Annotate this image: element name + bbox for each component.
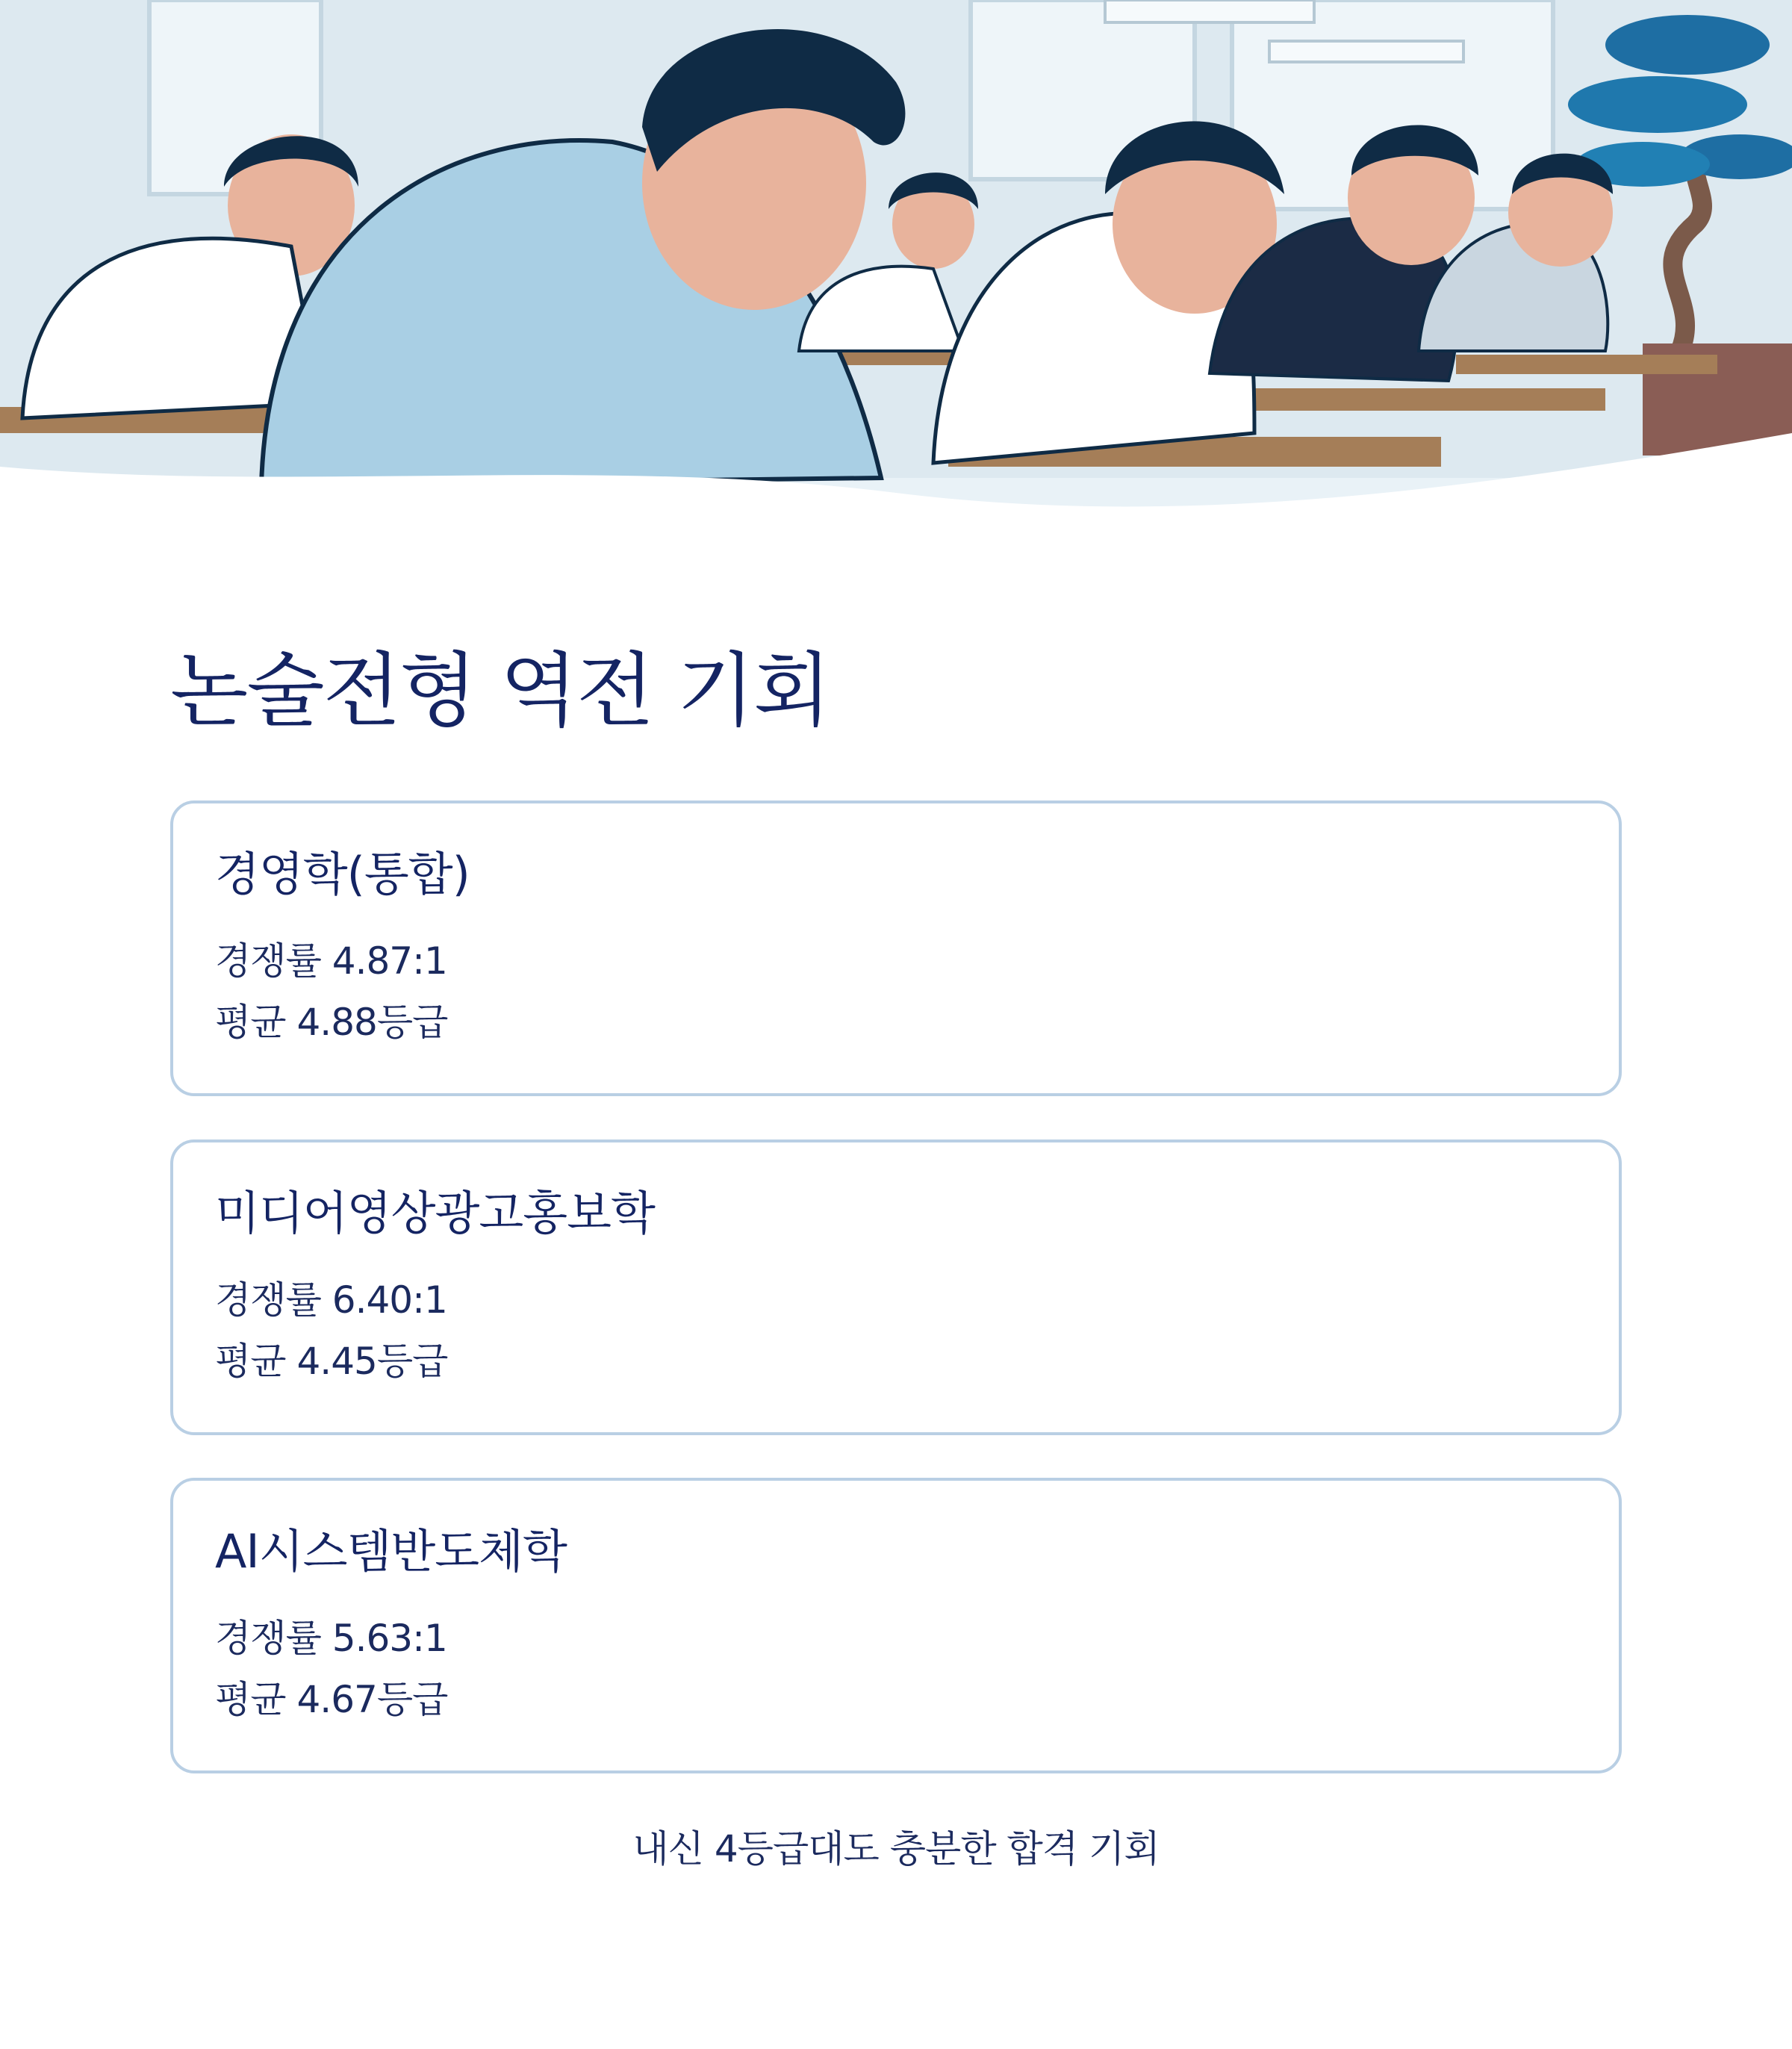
- page-title: 논술전형 역전 기회: [170, 644, 830, 738]
- competition-rate: 경쟁률 5.63:1: [215, 1617, 447, 1660]
- major-title: 경영학(통합): [215, 847, 470, 901]
- major-card-ai-semiconductor: [170, 1478, 1622, 1773]
- competition-rate: 경쟁률 6.40:1: [215, 1278, 447, 1322]
- major-card-business: [170, 800, 1622, 1096]
- hero-illustration: [0, 0, 1792, 523]
- footer-note: 내신 4등급대도 충분한 합격 기회: [632, 1827, 1160, 1871]
- competition-rate: 경쟁률 4.87:1: [215, 939, 447, 983]
- average-grade: 평균 4.45등급: [215, 1340, 448, 1383]
- major-card-media: [170, 1139, 1622, 1435]
- major-title: AI시스템반도체학: [215, 1524, 567, 1579]
- students-exam-illustration: [0, 0, 1792, 523]
- average-grade: 평균 4.88등급: [215, 1001, 448, 1044]
- major-title: 미디어영상광고홍보학: [215, 1186, 655, 1240]
- average-grade: 평균 4.67등급: [215, 1678, 448, 1721]
